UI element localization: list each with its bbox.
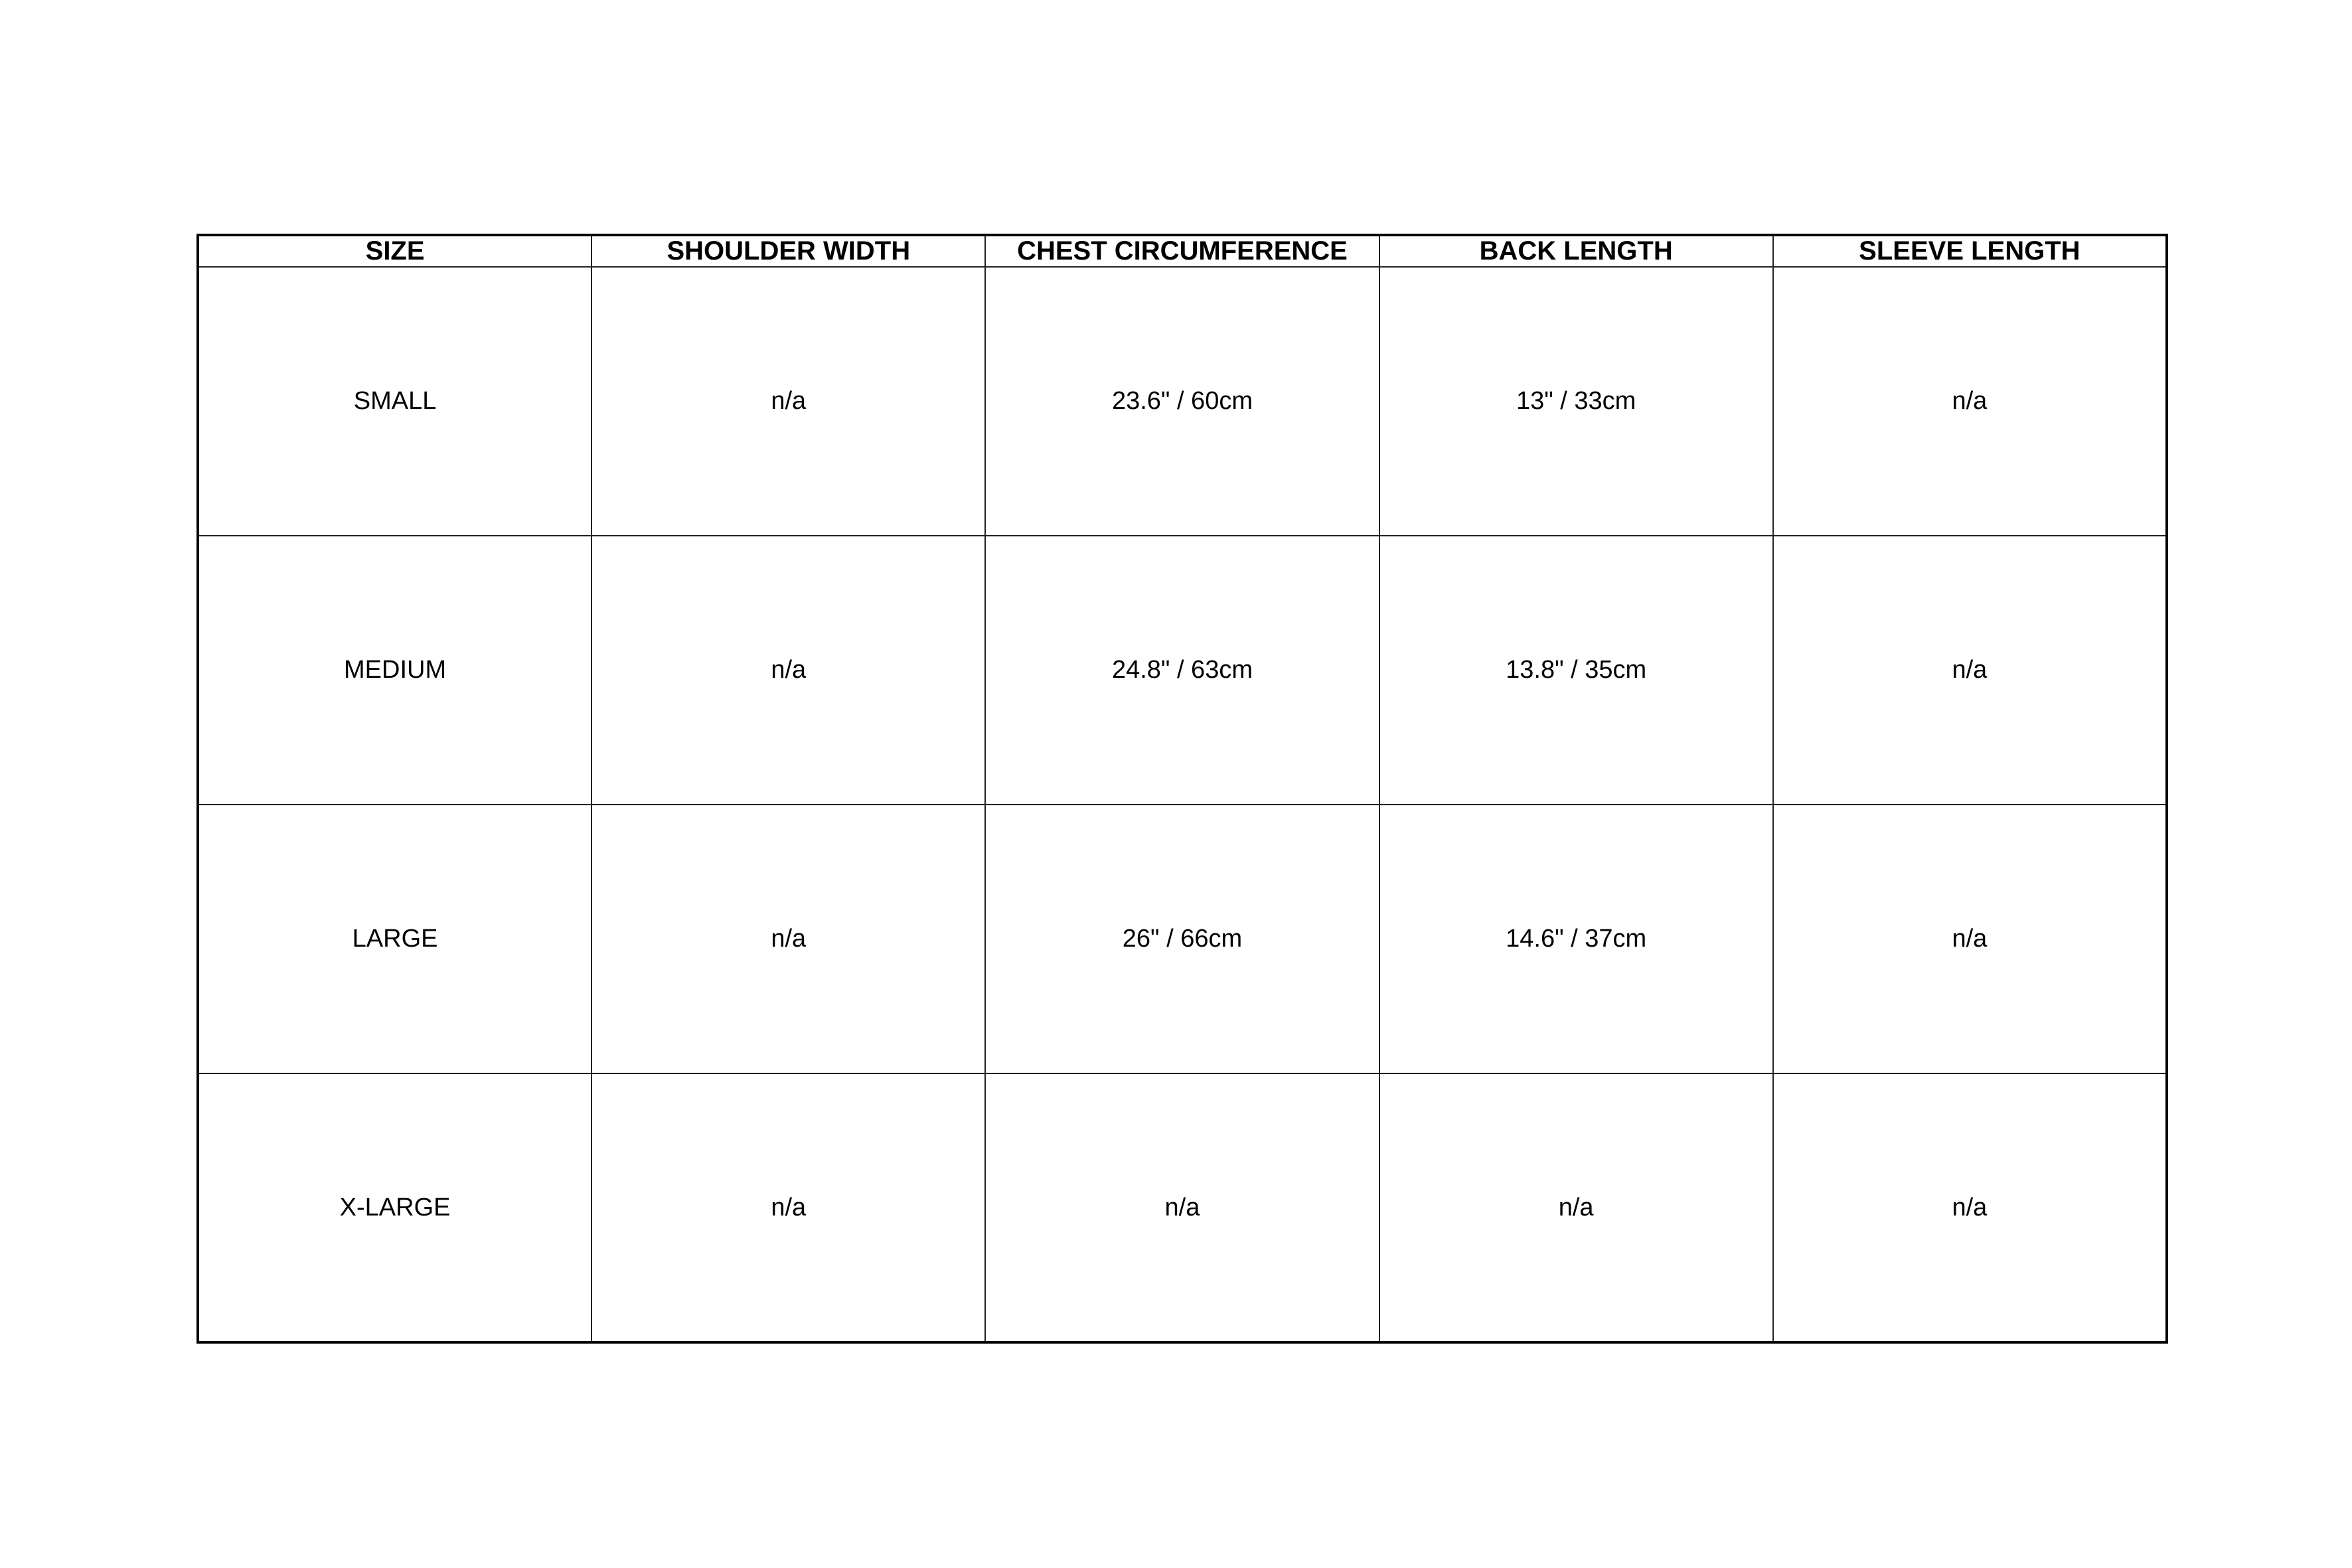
cell-size: SMALL [198, 267, 591, 536]
cell-size: LARGE [198, 805, 591, 1073]
cell-chest-circumference: 24.8" / 63cm [985, 536, 1379, 805]
cell-shoulder-width: n/a [591, 805, 985, 1073]
header-chest-circumference: CHEST CIRCUMFERENCE [985, 235, 1379, 267]
size-chart-table [196, 234, 2168, 1344]
cell-chest-circumference: n/a [985, 1073, 1379, 1342]
cell-back-length: n/a [1379, 1073, 1773, 1342]
cell-back-length: 14.6" / 37cm [1379, 805, 1773, 1073]
cell-sleeve-length: n/a [1773, 267, 2167, 536]
cell-sleeve-length: n/a [1773, 805, 2167, 1073]
header-size: SIZE [198, 235, 591, 267]
cell-sleeve-length: n/a [1773, 536, 2167, 805]
table-row [198, 805, 2167, 1073]
cell-back-length: 13.8" / 35cm [1379, 536, 1773, 805]
cell-sleeve-length: n/a [1773, 1073, 2167, 1342]
cell-size: X-LARGE [198, 1073, 591, 1342]
cell-size: MEDIUM [198, 536, 591, 805]
header-shoulder-width: SHOULDER WIDTH [591, 235, 985, 267]
size-chart-container [196, 234, 2168, 1344]
cell-shoulder-width: n/a [591, 267, 985, 536]
cell-shoulder-width: n/a [591, 536, 985, 805]
cell-chest-circumference: 26" / 66cm [985, 805, 1379, 1073]
table-row [198, 536, 2167, 805]
header-row [198, 235, 2167, 267]
cell-back-length: 13" / 33cm [1379, 267, 1773, 536]
cell-shoulder-width: n/a [591, 1073, 985, 1342]
header-sleeve-length: SLEEVE LENGTH [1773, 235, 2167, 267]
header-back-length: BACK LENGTH [1379, 235, 1773, 267]
table-row [198, 267, 2167, 536]
cell-chest-circumference: 23.6" / 60cm [985, 267, 1379, 536]
table-row [198, 1073, 2167, 1342]
